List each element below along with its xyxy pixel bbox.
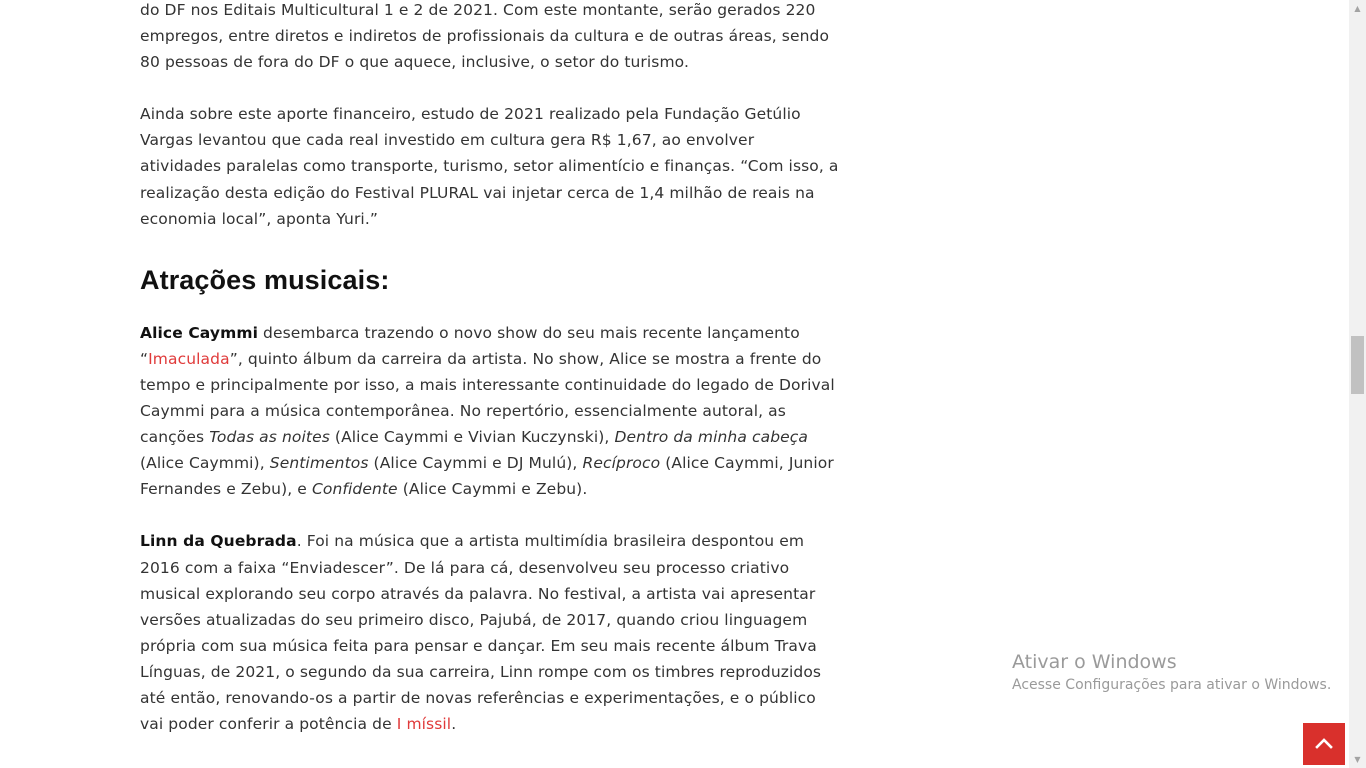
vertical-scrollbar[interactable] [1349, 0, 1366, 768]
paragraph-alice-caymmi: Alice Caymmi desembarca trazendo o novo show do seu mais recente lançamento “Imaculada”, quinto álbum da carreira da artista. No show, Alice se mostra a frente do tempo e principalmente por isso, a mais interessante continuidade do legado de Dorival Caymmi para a música contemporânea. No repertório, essencialmente autoral, as canções Todas as noites (Alice Caymmi e Vivian Kuczynski), Dentro da minha cabeça (Alice Caymmi), Sentimentos (Alice Caymmi e DJ Mulú), Recíproco (Alice Caymmi, Junior Fernandes e Zebu), e Confidente (Alice Caymmi e Zebu). [140, 323, 835, 499]
song-title: Recíproco [582, 454, 661, 473]
song-title: Sentimentos [269, 454, 369, 473]
song-title: Confidente [311, 480, 398, 499]
scroll-up-arrow-icon[interactable]: ▲ [1354, 4, 1361, 13]
chevron-up-icon [1314, 734, 1334, 754]
windows-activation-watermark [1012, 650, 1331, 696]
paragraph-linn-da-quebrada: Linn da Quebrada. Foi na música que a artista multimídia brasileira despontou em 2016 com a faixa “Enviadescer”. De lá para cá, desenvolveu seu processo criativo musical explorando seu corpo através da palavra. No festival, a artista vai apresentar versões atualizadas do seu primeiro disco, Pajubá, de 2017, quando criou linguagem própria com sua música feita para pensar e dançar. Em seu mais recente álbum Trava Línguas, de 2021, o segundo da sua carreira, Linn rompe com os timbres reproduzidos até então, renovando-os a partir de novas referências e experimentações, e o público vai poder conferir a potência de I míssil. [140, 532, 822, 734]
paragraph-investment: do DF nos Editais Multicultural 1 e 2 de 2021. Com este montante, serão gerados 220 empregos, entre diretos e indiretos de profissionais da cultura e de outras áreas, sendo 80 pessoas de fora do DF o que aquece, inclusive, o setor do turismo. [140, 1, 830, 72]
scrollbar-thumb[interactable] [1351, 336, 1364, 394]
imaculada-link[interactable]: Imaculada [148, 349, 230, 368]
section-heading: Atrações musicais: [140, 264, 390, 295]
paragraph-fgv-study: Ainda sobre este aporte financeiro, estudo de 2021 realizado pela Fundação Getúlio Vargas levantou que cada real investido em cultura gera R$ 1,67, ao envolver atividades paralelas como transporte, turismo, setor alimentício e finanças. “Com isso, a realização desta edição do Festival PLURAL vai injetar cerca de 1,4 milhão de reais na economia local”, aponta Yuri.” [140, 105, 839, 228]
scroll-down-arrow-icon[interactable]: ▼ [1354, 755, 1361, 764]
song-title: Dentro da minha cabeça [614, 428, 808, 447]
song-title: Todas as noites [209, 428, 330, 447]
article-content [140, 0, 840, 763]
artist-name: Linn da Quebrada [140, 532, 297, 551]
watermark-subtitle: Acesse Configurações para ativar o Windows. [1012, 677, 1332, 693]
i-missil-link[interactable]: I míssil [396, 715, 452, 734]
artist-name: Alice Caymmi [140, 323, 258, 342]
back-to-top-button[interactable] [1303, 723, 1345, 765]
watermark-title: Ativar o Windows [1012, 651, 1177, 673]
